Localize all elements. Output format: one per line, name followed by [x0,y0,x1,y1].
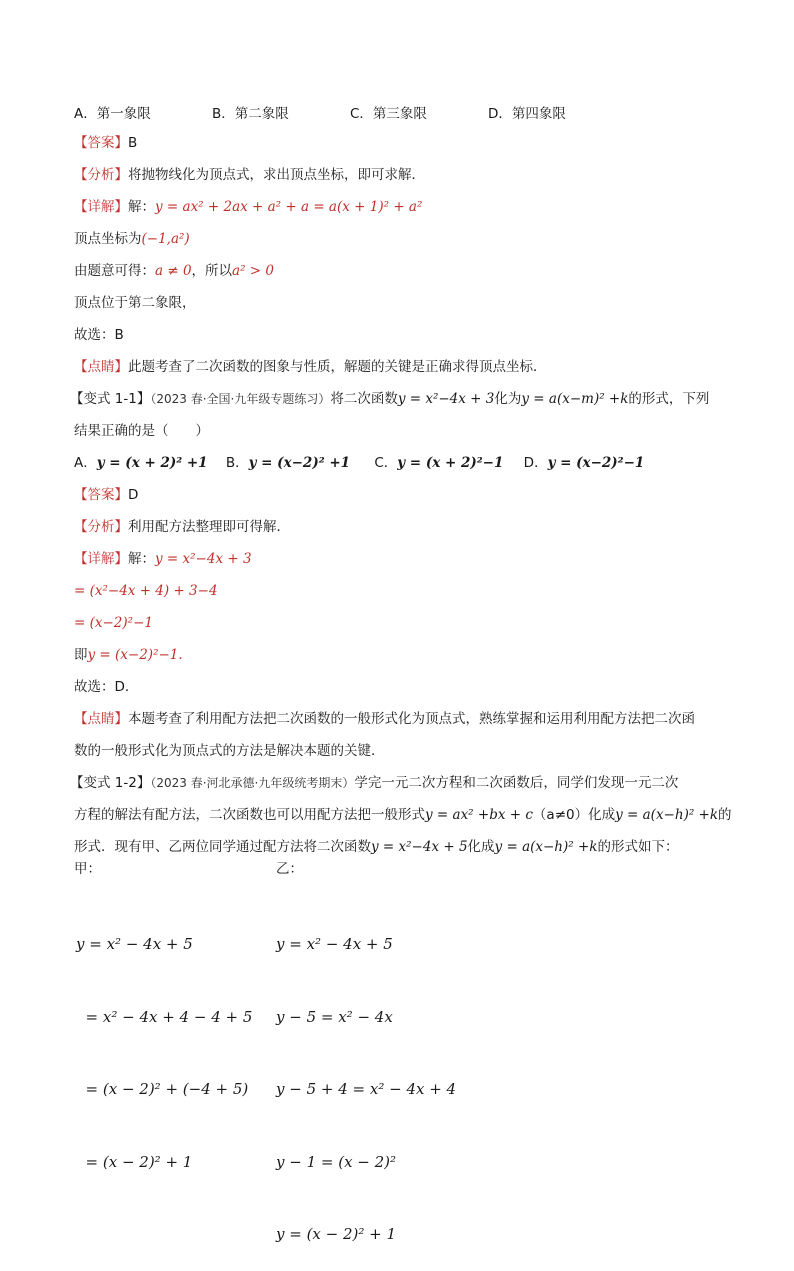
detail-prefix: 解： [128,199,155,215]
jia-step-3: = (x − 2)² + (−4 + 5) [76,1080,249,1098]
condition-mid: ，所以 [191,263,233,279]
comment-text: 此题考查了二次函数的图象与性质，解题的关键是正确求得顶点坐标． [128,359,547,375]
variant-1-2-line3 [74,837,678,857]
option-a: A．第一象限 [74,106,151,122]
option-c-label: C． [374,455,398,471]
result-formula: y = (x−2)²−1. [87,647,183,663]
detail-prefix-2: 解： [128,551,155,567]
variant-1-2-text1: 学完一元二次方程和二次函数后，同学们发现一元二次 [354,775,679,791]
detail-tag: 【详解】 [74,199,128,215]
yi-step-2: y − 5 = x² − 4x [276,1007,393,1026]
comment-line [74,357,547,377]
line2-text-b: （a≠0）化成 [532,807,616,823]
yi-step-1: y = x² − 4x + 5 [276,935,393,953]
option-b: B．第二象限 [212,106,289,122]
line3-formula-2: y = a(x−h)² +k [494,839,598,855]
analysis-tag: 【分析】 [74,167,128,183]
detail-step-3 [74,613,153,633]
line2-formula-1: y = ax² +bx + c [425,807,533,823]
option-b-formula: y = (x−2)² +1 [248,455,351,471]
line2-text-c: 的 [718,807,732,823]
analysis-line [74,165,425,185]
variant-1-1-stem [70,389,709,409]
yi-solution [276,884,456,1271]
line2-formula-2: y = a(x−h)² +k [615,807,719,823]
yi-step-4: y − 1 = (x − 2)² [276,1152,397,1171]
result-line [74,645,183,665]
detail-formula: y = ax² + 2ax + a² + a = a(x + 1)² + a² [155,199,423,215]
vertex-formula: (−1,a²) [141,231,190,247]
jia-solution [76,884,252,1198]
option-c: C．第三象限 [350,106,427,122]
answer-value-2: D [128,487,139,503]
answer-tag-2: 【答案】 [74,487,128,503]
variant-1-1-options [74,453,644,473]
option-d-label: D． [523,455,548,471]
answer-value: B [128,135,138,151]
yi-step-3: y − 5 + 4 = x² − 4x + 4 [276,1080,457,1098]
condition-formula-1: a ≠ 0 [155,263,192,279]
vertex-line [74,229,190,249]
option-b-label: B． [225,455,249,471]
analysis-line-2 [74,517,290,537]
line3-text-b: 化成 [467,839,495,855]
condition-prefix: 由题意可得： [74,263,155,279]
analysis-text: 将抛物线化为顶点式，求出顶点坐标，即可求解． [128,167,425,183]
detail-tag-2: 【详解】 [74,551,128,567]
detail-line [74,197,422,217]
choice-line-2: 故选：D． [74,679,139,695]
option-a-formula: y = (x + 2)² +1 [96,455,208,471]
line2-text-a: 方程的解法有配方法，二次函数也可以用配方法把一般形式 [74,807,425,823]
condition-line [74,261,274,281]
variant-1-2-line1 [70,773,678,793]
detail-formula-2c: = (x−2)²−1 [74,615,153,631]
line3-text-a: 形式．现有甲、乙两位同学通过配方法将二次函数 [74,839,371,855]
stem-text-c: 的形式，下列 [628,391,710,407]
comment-tag-2: 【点睛】 [74,711,128,727]
answer-line-2 [74,485,138,505]
option-d-formula: y = (x−2)²−1 [547,455,645,471]
comment-line-2 [74,709,695,729]
comment-line-2b: 数的一般形式化为顶点式的方法是解决本题的关键． [74,743,385,759]
line3-formula-1: y = x²−4x + 5 [371,839,468,855]
stem-text-a: 将二次函数 [330,391,398,407]
jia-step-4: = (x − 2)² + 1 [76,1152,193,1171]
analysis-text-2: 利用配方法整理即可得解． [128,519,290,535]
condition-formula-2: a² > 0 [232,263,274,279]
yi-step-5: y = (x − 2)² + 1 [276,1225,397,1243]
jia-step-1: y = x² − 4x + 5 [76,935,193,953]
detail-formula-2a: y = x²−4x + 3 [155,551,252,567]
answer-tag: 【答案】 [74,135,128,151]
jia-label: 甲： [74,861,101,877]
variant-source: （2023 春·全国·九年级专题练习） [150,392,331,406]
position-line: 顶点位于第二象限， [74,295,196,311]
option-c-formula: y = (x + 2)²−1 [397,455,504,471]
choice-line: 故选：B [74,327,124,343]
variant-1-2-line2 [74,805,732,825]
stem-formula-1: y = x²−4x + 3 [397,391,495,407]
stem-formula-2: y = a(x−m)² +k [521,391,629,407]
option-a-label: A． [74,455,97,471]
line3-text-c: 的形式如下： [597,839,679,855]
answer-line [74,133,137,153]
yi-label: 乙： [276,861,303,877]
variant-source-2: （2023 春·河北承德·九年级统考期末） [150,776,355,790]
vertex-prefix: 顶点坐标为 [74,231,142,247]
detail-formula-2b: = (x²−4x + 4) + 3−4 [74,583,218,599]
stem-text-b: 化为 [494,391,522,407]
detail-line-2 [74,549,252,569]
detail-step-2 [74,581,218,601]
result-prefix: 即 [74,647,88,663]
analysis-tag-2: 【分析】 [74,519,128,535]
option-d: D．第四象限 [488,106,566,122]
variant-1-1-stem-line2: 结果正确的是（ ） [74,423,209,439]
comment-text-2a: 本题考查了利用配方法把二次函数的一般形式化为顶点式，熟练掌握和运用利用配方法把二次函 [128,711,695,727]
jia-step-2: = x² − 4x + 4 − 4 + 5 [76,1007,253,1026]
comment-tag: 【点睛】 [74,359,128,375]
variant-tag-2: 【变式 1-2】 [70,775,151,791]
variant-tag: 【变式 1-1】 [70,391,151,407]
